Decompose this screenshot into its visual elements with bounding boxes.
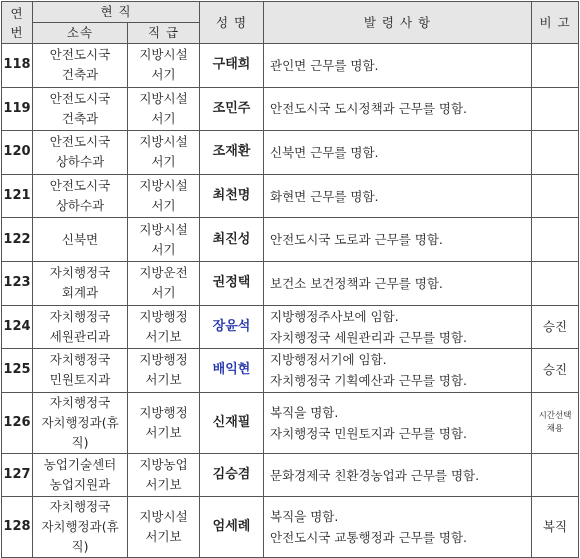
row-name: 장윤석 bbox=[200, 305, 264, 349]
affiliation-line: 자치행정국 bbox=[49, 394, 111, 410]
affiliation-line: 자치행정국 bbox=[49, 499, 111, 515]
affiliation-line: 세원관리과 bbox=[49, 328, 111, 344]
affiliation-line: 신북면 bbox=[61, 231, 99, 247]
order-line: 안전도시국 교통행정과 근무를 명함. bbox=[270, 530, 468, 546]
row-name: 최진성 bbox=[200, 218, 264, 262]
rank-line: 지방시설 bbox=[139, 221, 188, 237]
affiliation-line: 자치행정국 bbox=[49, 265, 111, 281]
order-line: 지방행정서기에 임함. bbox=[270, 352, 387, 368]
row-affiliation bbox=[33, 453, 128, 497]
rank-line: 지방행정 bbox=[139, 352, 188, 368]
row-order bbox=[264, 349, 532, 393]
row-remark bbox=[532, 349, 579, 393]
order-line: 관인면 근무를 명함. bbox=[270, 57, 379, 73]
rank-line: 서기보 bbox=[145, 328, 182, 344]
row-order bbox=[264, 174, 532, 218]
row-remark bbox=[532, 87, 579, 131]
order-line: 안전도시국 도시정책과 근무를 명함. bbox=[270, 101, 468, 117]
row-order bbox=[264, 497, 532, 558]
remark-line: 복직 bbox=[542, 519, 568, 535]
row-remark bbox=[532, 131, 579, 175]
row-rank bbox=[128, 453, 200, 497]
order-line: 복직을 명함. bbox=[270, 509, 339, 525]
order-line: 복직을 명함. bbox=[270, 404, 339, 420]
order-line: 자치행정국 민원토지과 근무를 명함. bbox=[270, 425, 468, 441]
row-rank bbox=[128, 131, 200, 175]
affiliation-line: 농업기술센터 bbox=[43, 457, 117, 473]
row-affiliation bbox=[33, 305, 128, 349]
row-number: 125 bbox=[2, 349, 33, 393]
row-order bbox=[264, 453, 532, 497]
row-affiliation bbox=[33, 497, 128, 558]
row-number: 122 bbox=[2, 218, 33, 262]
row-remark bbox=[532, 218, 579, 262]
remark-line: 승진 bbox=[542, 362, 568, 378]
rank-line: 지방운전 bbox=[139, 265, 188, 281]
row-rank bbox=[128, 261, 200, 305]
row-number: 123 bbox=[2, 261, 33, 305]
row-affiliation bbox=[33, 131, 128, 175]
table-row bbox=[2, 218, 579, 262]
table-row bbox=[2, 392, 579, 453]
rank-line: 서기보 bbox=[145, 529, 182, 545]
affiliation-line: 상하수과 bbox=[55, 198, 105, 214]
row-remark bbox=[532, 44, 579, 88]
table-row bbox=[2, 174, 579, 218]
row-rank bbox=[128, 305, 200, 349]
row-name: 김승겸 bbox=[200, 453, 264, 497]
row-order bbox=[264, 44, 532, 88]
affiliation-line: 상하수과 bbox=[55, 154, 105, 170]
rank-line: 지방농업 bbox=[139, 457, 188, 473]
affiliation-line: 안전도시국 bbox=[49, 90, 111, 106]
table-row bbox=[2, 44, 579, 88]
rank-line: 지방행정 bbox=[139, 404, 188, 420]
order-line: 안전도시국 도로과 근무를 명함. bbox=[270, 232, 443, 248]
header-no: 연번 bbox=[2, 2, 33, 44]
rank-line: 서기 bbox=[151, 198, 176, 214]
table-row bbox=[2, 131, 579, 175]
rank-line: 서기보 bbox=[145, 477, 182, 493]
row-rank bbox=[128, 392, 200, 453]
row-order bbox=[264, 218, 532, 262]
affiliation-line: 자치행정과(휴직) bbox=[41, 414, 119, 450]
row-rank bbox=[128, 87, 200, 131]
row-number: 127 bbox=[2, 453, 33, 497]
row-remark bbox=[532, 261, 579, 305]
personnel-order-table bbox=[1, 1, 579, 558]
order-line: 문화경제국 친환경농업과 근무를 명함. bbox=[270, 467, 480, 483]
header-affiliation: 소속 bbox=[33, 23, 128, 44]
affiliation-line: 건축과 bbox=[61, 110, 99, 126]
affiliation-line: 자치행정국 bbox=[49, 308, 111, 324]
rank-line: 지방시설 bbox=[139, 178, 188, 194]
rank-line: 지방시설 bbox=[139, 47, 188, 63]
affiliation-line: 민원토지과 bbox=[49, 372, 111, 388]
order-line: 화현면 근무를 명함. bbox=[270, 188, 379, 204]
order-line: 보건소 보건정책과 근무를 명함. bbox=[270, 275, 443, 291]
table-row bbox=[2, 87, 579, 131]
row-name: 최천명 bbox=[200, 174, 264, 218]
order-line: 지방행정주사보에 임함. bbox=[270, 308, 399, 324]
table-row bbox=[2, 497, 579, 558]
rank-line: 서기 bbox=[151, 67, 176, 83]
affiliation-line: 안전도시국 bbox=[49, 134, 111, 150]
header-name: 성 명 bbox=[200, 2, 264, 44]
row-rank bbox=[128, 349, 200, 393]
rank-line: 서기보 bbox=[145, 424, 182, 440]
rank-line: 서기보 bbox=[145, 372, 182, 388]
row-order bbox=[264, 392, 532, 453]
row-rank bbox=[128, 44, 200, 88]
row-number: 128 bbox=[2, 497, 33, 558]
table-row bbox=[2, 305, 579, 349]
row-affiliation bbox=[33, 87, 128, 131]
order-line: 신북면 근무를 명함. bbox=[270, 144, 379, 160]
remark-line: 채용 bbox=[546, 423, 564, 434]
row-remark bbox=[532, 305, 579, 349]
header-rank: 직 급 bbox=[128, 23, 200, 44]
table-row bbox=[2, 453, 579, 497]
row-number: 120 bbox=[2, 131, 33, 175]
rank-line: 서기 bbox=[151, 110, 176, 126]
affiliation-line: 안전도시국 bbox=[49, 178, 111, 194]
row-rank bbox=[128, 174, 200, 218]
row-affiliation bbox=[33, 349, 128, 393]
row-remark bbox=[532, 174, 579, 218]
row-affiliation bbox=[33, 392, 128, 453]
table-row bbox=[2, 261, 579, 305]
affiliation-line: 회계과 bbox=[61, 285, 99, 301]
row-number: 124 bbox=[2, 305, 33, 349]
remark-line: 승진 bbox=[542, 318, 568, 334]
rank-line: 지방시설 bbox=[139, 509, 188, 525]
affiliation-line: 자치행정국 bbox=[49, 352, 111, 368]
rank-line: 서기 bbox=[151, 154, 176, 170]
row-affiliation bbox=[33, 44, 128, 88]
rank-line: 서기 bbox=[151, 241, 176, 257]
rank-line: 지방시설 bbox=[139, 134, 188, 150]
row-order bbox=[264, 131, 532, 175]
row-number: 126 bbox=[2, 392, 33, 453]
row-number: 121 bbox=[2, 174, 33, 218]
affiliation-line: 자치행정과(휴직) bbox=[41, 519, 119, 555]
row-name: 권정택 bbox=[200, 261, 264, 305]
header-order: 발 령 사 항 bbox=[264, 2, 532, 44]
table-body bbox=[2, 44, 579, 558]
row-name: 조민주 bbox=[200, 87, 264, 131]
header-current-post: 현 직 bbox=[33, 2, 200, 23]
row-name: 구태희 bbox=[200, 44, 264, 88]
order-line: 자치행정국 세원관리과 근무를 명함. bbox=[270, 329, 468, 345]
row-order bbox=[264, 261, 532, 305]
row-name: 조재환 bbox=[200, 131, 264, 175]
row-order bbox=[264, 87, 532, 131]
order-line: 자치행정국 기획예산과 근무를 명함. bbox=[270, 373, 468, 389]
row-affiliation bbox=[33, 261, 128, 305]
row-name: 엄세례 bbox=[200, 497, 264, 558]
row-number: 119 bbox=[2, 87, 33, 131]
row-remark bbox=[532, 453, 579, 497]
table-row bbox=[2, 349, 579, 393]
rank-line: 지방시설 bbox=[139, 90, 188, 106]
row-name: 신재필 bbox=[200, 392, 264, 453]
row-remark bbox=[532, 392, 579, 453]
row-rank bbox=[128, 218, 200, 262]
row-remark bbox=[532, 497, 579, 558]
row-rank bbox=[128, 497, 200, 558]
remark-line: 시간선택 bbox=[538, 410, 572, 421]
affiliation-line: 농업지원과 bbox=[49, 477, 111, 493]
row-order bbox=[264, 305, 532, 349]
affiliation-line: 건축과 bbox=[61, 67, 99, 83]
affiliation-line: 안전도시국 bbox=[49, 47, 111, 63]
row-affiliation bbox=[33, 174, 128, 218]
header-remark: 비 고 bbox=[532, 2, 579, 44]
row-name: 배익현 bbox=[200, 349, 264, 393]
row-number: 118 bbox=[2, 44, 33, 88]
rank-line: 서기 bbox=[151, 285, 176, 301]
row-affiliation bbox=[33, 218, 128, 262]
rank-line: 지방행정 bbox=[139, 308, 188, 324]
